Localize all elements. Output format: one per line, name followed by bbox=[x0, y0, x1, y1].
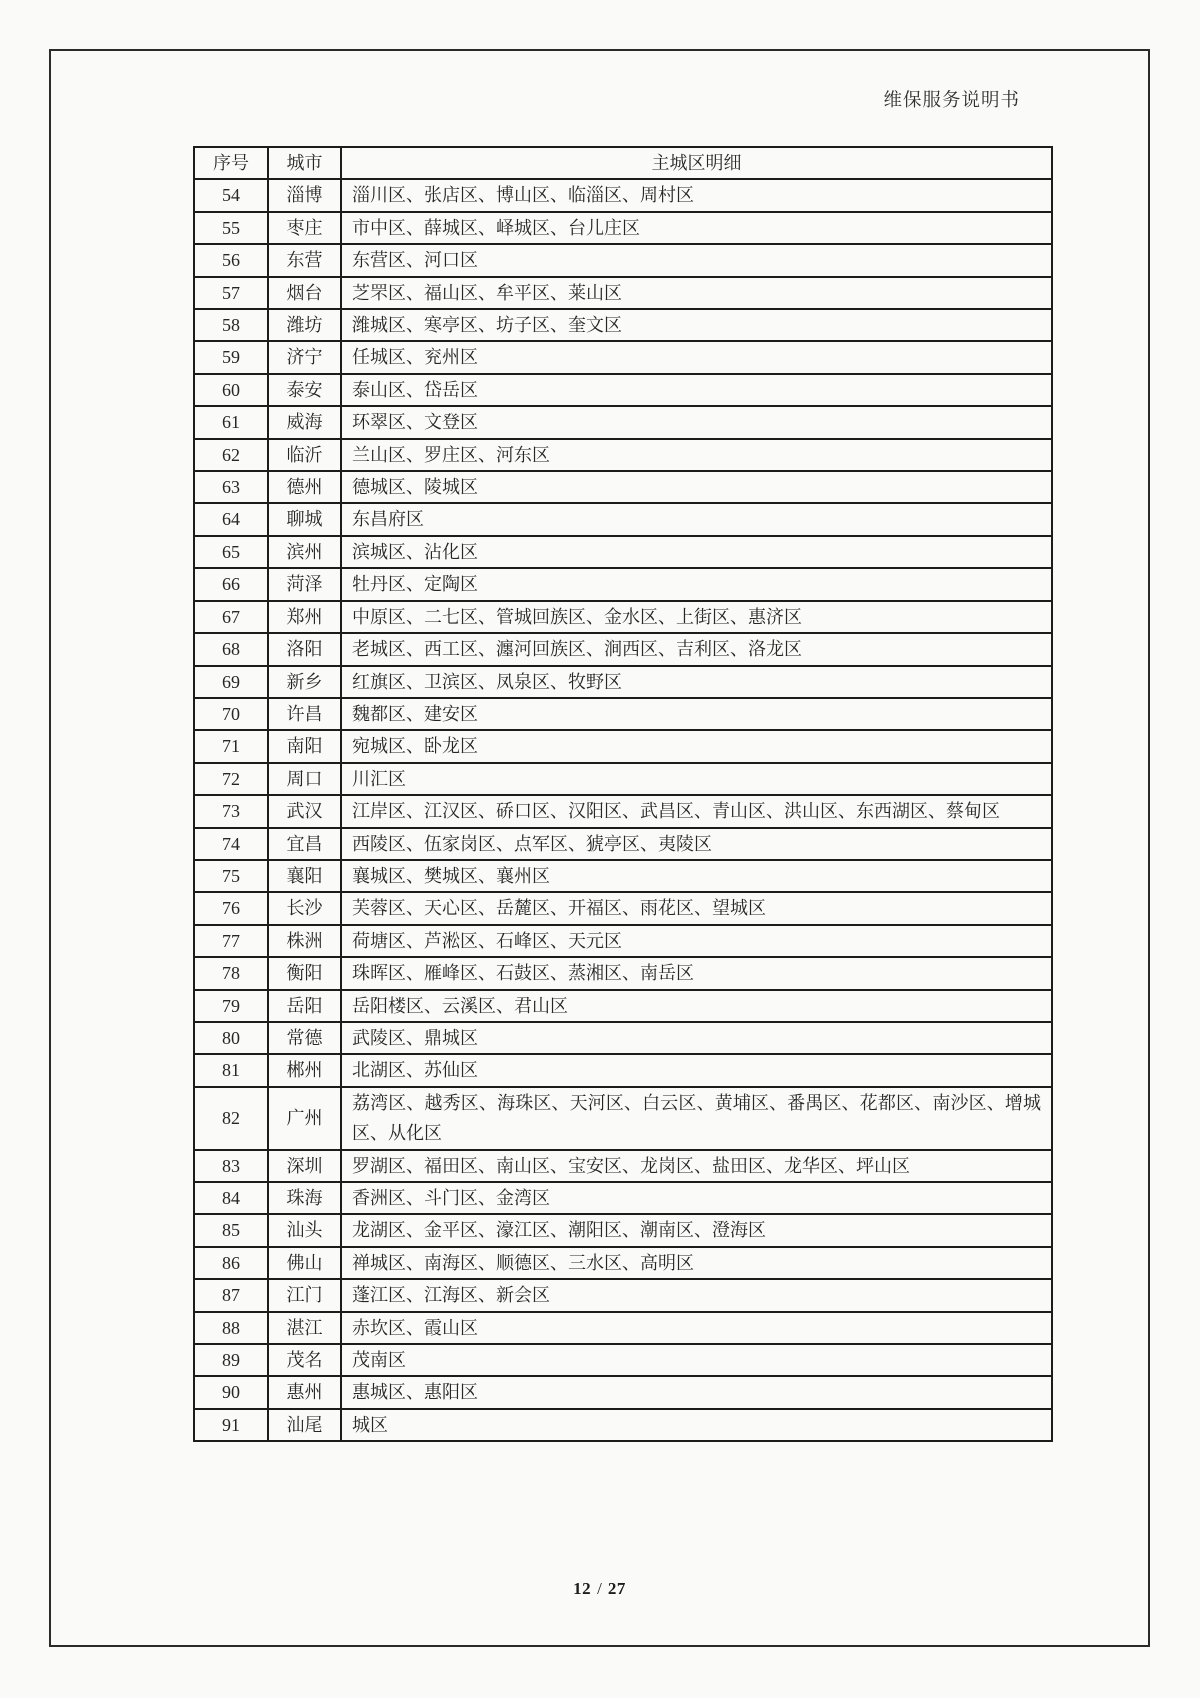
row-districts-cell: 老城区、西工区、瀍河回族区、涧西区、吉利区、洛龙区 bbox=[341, 633, 1052, 665]
row-serial-number-cell: 62 bbox=[194, 439, 268, 471]
row-serial-number-cell: 86 bbox=[194, 1247, 268, 1279]
row-city-cell: 茂名 bbox=[268, 1344, 341, 1376]
row-serial-number-cell: 69 bbox=[194, 666, 268, 698]
row-districts-cell: 茂南区 bbox=[341, 1344, 1052, 1376]
table-row bbox=[194, 1376, 1052, 1408]
row-city-cell: 淄博 bbox=[268, 179, 341, 211]
table-row bbox=[194, 1344, 1052, 1376]
row-city-cell: 临沂 bbox=[268, 439, 341, 471]
column-header-districts-detail: 主城区明细 bbox=[341, 147, 1052, 179]
row-city-cell: 郴州 bbox=[268, 1054, 341, 1086]
row-serial-number-cell: 81 bbox=[194, 1054, 268, 1086]
row-serial-number-cell: 63 bbox=[194, 471, 268, 503]
row-city-cell: 常德 bbox=[268, 1022, 341, 1054]
row-districts-cell: 牡丹区、定陶区 bbox=[341, 568, 1052, 600]
page-number-current: 12 bbox=[573, 1579, 592, 1598]
row-serial-number-cell: 68 bbox=[194, 633, 268, 665]
table-row bbox=[194, 374, 1052, 406]
row-districts-cell: 西陵区、伍家岗区、点军区、猇亭区、夷陵区 bbox=[341, 828, 1052, 860]
row-serial-number-cell: 79 bbox=[194, 990, 268, 1022]
table-row bbox=[194, 568, 1052, 600]
row-serial-number-cell: 88 bbox=[194, 1312, 268, 1344]
row-districts-cell: 市中区、薛城区、峄城区、台儿庄区 bbox=[341, 212, 1052, 244]
city-districts-table bbox=[193, 146, 1053, 1442]
table-row bbox=[194, 828, 1052, 860]
row-districts-cell: 淄川区、张店区、博山区、临淄区、周村区 bbox=[341, 179, 1052, 211]
row-districts-cell: 红旗区、卫滨区、凤泉区、牧野区 bbox=[341, 666, 1052, 698]
table-row bbox=[194, 633, 1052, 665]
row-serial-number-cell: 73 bbox=[194, 795, 268, 827]
row-districts-cell: 惠城区、惠阳区 bbox=[341, 1376, 1052, 1408]
table-row bbox=[194, 730, 1052, 762]
table-row bbox=[194, 341, 1052, 373]
row-city-cell: 许昌 bbox=[268, 698, 341, 730]
row-serial-number-cell: 78 bbox=[194, 957, 268, 989]
row-city-cell: 周口 bbox=[268, 763, 341, 795]
table-row bbox=[194, 601, 1052, 633]
row-districts-cell: 芙蓉区、天心区、岳麓区、开福区、雨花区、望城区 bbox=[341, 892, 1052, 924]
row-city-cell: 广州 bbox=[268, 1087, 341, 1150]
row-serial-number-cell: 59 bbox=[194, 341, 268, 373]
row-districts-cell: 潍城区、寒亭区、坊子区、奎文区 bbox=[341, 309, 1052, 341]
row-city-cell: 武汉 bbox=[268, 795, 341, 827]
page-number bbox=[51, 1579, 1148, 1599]
row-serial-number-cell: 84 bbox=[194, 1182, 268, 1214]
row-serial-number-cell: 74 bbox=[194, 828, 268, 860]
row-serial-number-cell: 83 bbox=[194, 1150, 268, 1182]
row-districts-cell: 环翠区、文登区 bbox=[341, 406, 1052, 438]
row-districts-cell: 川汇区 bbox=[341, 763, 1052, 795]
row-districts-cell: 北湖区、苏仙区 bbox=[341, 1054, 1052, 1086]
row-city-cell: 洛阳 bbox=[268, 633, 341, 665]
row-serial-number-cell: 70 bbox=[194, 698, 268, 730]
table-row bbox=[194, 860, 1052, 892]
doc-header-title: 维保服务说明书 bbox=[883, 91, 1020, 111]
column-header-serial-number: 序号 bbox=[194, 147, 268, 179]
row-serial-number-cell: 90 bbox=[194, 1376, 268, 1408]
table-body bbox=[194, 179, 1052, 1441]
row-serial-number-cell: 66 bbox=[194, 568, 268, 600]
row-serial-number-cell: 71 bbox=[194, 730, 268, 762]
row-districts-cell: 武陵区、鼎城区 bbox=[341, 1022, 1052, 1054]
row-districts-cell: 滨城区、沾化区 bbox=[341, 536, 1052, 568]
table-row bbox=[194, 925, 1052, 957]
row-serial-number-cell: 58 bbox=[194, 309, 268, 341]
row-serial-number-cell: 65 bbox=[194, 536, 268, 568]
row-city-cell: 珠海 bbox=[268, 1182, 341, 1214]
row-city-cell: 郑州 bbox=[268, 601, 341, 633]
row-serial-number-cell: 61 bbox=[194, 406, 268, 438]
table-row bbox=[194, 1247, 1052, 1279]
table-row bbox=[194, 277, 1052, 309]
row-city-cell: 滨州 bbox=[268, 536, 341, 568]
row-districts-cell: 芝罘区、福山区、牟平区、莱山区 bbox=[341, 277, 1052, 309]
row-districts-cell: 罗湖区、福田区、南山区、宝安区、龙岗区、盐田区、龙华区、坪山区 bbox=[341, 1150, 1052, 1182]
row-city-cell: 济宁 bbox=[268, 341, 341, 373]
table-row bbox=[194, 439, 1052, 471]
row-city-cell: 长沙 bbox=[268, 892, 341, 924]
row-districts-cell: 兰山区、罗庄区、河东区 bbox=[341, 439, 1052, 471]
row-city-cell: 宜昌 bbox=[268, 828, 341, 860]
table-row bbox=[194, 536, 1052, 568]
table-row bbox=[194, 892, 1052, 924]
row-city-cell: 菏泽 bbox=[268, 568, 341, 600]
row-city-cell: 东营 bbox=[268, 244, 341, 276]
row-serial-number-cell: 60 bbox=[194, 374, 268, 406]
row-districts-cell: 香洲区、斗门区、金湾区 bbox=[341, 1182, 1052, 1214]
row-city-cell: 深圳 bbox=[268, 1150, 341, 1182]
row-districts-cell: 魏都区、建安区 bbox=[341, 698, 1052, 730]
row-city-cell: 潍坊 bbox=[268, 309, 341, 341]
row-districts-cell: 禅城区、南海区、顺德区、三水区、高明区 bbox=[341, 1247, 1052, 1279]
row-districts-cell: 宛城区、卧龙区 bbox=[341, 730, 1052, 762]
row-serial-number-cell: 54 bbox=[194, 179, 268, 211]
table-header-row bbox=[194, 147, 1052, 179]
table-row bbox=[194, 1022, 1052, 1054]
row-city-cell: 德州 bbox=[268, 471, 341, 503]
table-row bbox=[194, 1214, 1052, 1246]
row-serial-number-cell: 56 bbox=[194, 244, 268, 276]
row-city-cell: 惠州 bbox=[268, 1376, 341, 1408]
page-number-total: 27 bbox=[607, 1579, 626, 1598]
row-districts-cell: 任城区、兖州区 bbox=[341, 341, 1052, 373]
row-city-cell: 泰安 bbox=[268, 374, 341, 406]
row-serial-number-cell: 75 bbox=[194, 860, 268, 892]
row-districts-cell: 中原区、二七区、管城回族区、金水区、上街区、惠济区 bbox=[341, 601, 1052, 633]
table-row bbox=[194, 179, 1052, 211]
row-districts-cell: 江岸区、江汉区、硚口区、汉阳区、武昌区、青山区、洪山区、东西湖区、蔡甸区 bbox=[341, 795, 1052, 827]
row-districts-cell: 珠晖区、雁峰区、石鼓区、蒸湘区、南岳区 bbox=[341, 957, 1052, 989]
row-districts-cell: 龙湖区、金平区、濠江区、潮阳区、潮南区、澄海区 bbox=[341, 1214, 1052, 1246]
table-row bbox=[194, 990, 1052, 1022]
row-districts-cell: 东营区、河口区 bbox=[341, 244, 1052, 276]
row-city-cell: 南阳 bbox=[268, 730, 341, 762]
row-city-cell: 烟台 bbox=[268, 277, 341, 309]
table-row bbox=[194, 309, 1052, 341]
row-serial-number-cell: 89 bbox=[194, 1344, 268, 1376]
table-row bbox=[194, 471, 1052, 503]
table-row bbox=[194, 1087, 1052, 1150]
row-districts-cell: 荷塘区、芦淞区、石峰区、天元区 bbox=[341, 925, 1052, 957]
table-row bbox=[194, 666, 1052, 698]
row-districts-cell: 德城区、陵城区 bbox=[341, 471, 1052, 503]
table-row bbox=[194, 1054, 1052, 1086]
table-row bbox=[194, 1312, 1052, 1344]
row-city-cell: 佛山 bbox=[268, 1247, 341, 1279]
page-number-separator: / bbox=[597, 1579, 602, 1598]
table-row bbox=[194, 957, 1052, 989]
row-districts-cell: 襄城区、樊城区、襄州区 bbox=[341, 860, 1052, 892]
row-city-cell: 株洲 bbox=[268, 925, 341, 957]
row-city-cell: 新乡 bbox=[268, 666, 341, 698]
row-serial-number-cell: 64 bbox=[194, 503, 268, 535]
row-serial-number-cell: 82 bbox=[194, 1087, 268, 1150]
table-row bbox=[194, 1182, 1052, 1214]
row-serial-number-cell: 72 bbox=[194, 763, 268, 795]
row-districts-cell: 荔湾区、越秀区、海珠区、天河区、白云区、黄埔区、番禺区、花都区、南沙区、增城区、从化区 bbox=[341, 1087, 1052, 1150]
row-city-cell: 湛江 bbox=[268, 1312, 341, 1344]
row-city-cell: 江门 bbox=[268, 1279, 341, 1311]
row-serial-number-cell: 87 bbox=[194, 1279, 268, 1311]
row-serial-number-cell: 85 bbox=[194, 1214, 268, 1246]
row-serial-number-cell: 76 bbox=[194, 892, 268, 924]
row-districts-cell: 城区 bbox=[341, 1409, 1052, 1441]
table-row bbox=[194, 795, 1052, 827]
row-serial-number-cell: 67 bbox=[194, 601, 268, 633]
page-border-frame bbox=[49, 49, 1150, 1647]
row-city-cell: 衡阳 bbox=[268, 957, 341, 989]
row-city-cell: 威海 bbox=[268, 406, 341, 438]
row-city-cell: 襄阳 bbox=[268, 860, 341, 892]
row-serial-number-cell: 80 bbox=[194, 1022, 268, 1054]
row-districts-cell: 赤坎区、霞山区 bbox=[341, 1312, 1052, 1344]
row-serial-number-cell: 91 bbox=[194, 1409, 268, 1441]
row-serial-number-cell: 55 bbox=[194, 212, 268, 244]
row-city-cell: 汕头 bbox=[268, 1214, 341, 1246]
table-row bbox=[194, 406, 1052, 438]
row-districts-cell: 东昌府区 bbox=[341, 503, 1052, 535]
table-row bbox=[194, 698, 1052, 730]
row-districts-cell: 泰山区、岱岳区 bbox=[341, 374, 1052, 406]
table-row bbox=[194, 244, 1052, 276]
table-row bbox=[194, 503, 1052, 535]
table-row bbox=[194, 1279, 1052, 1311]
table-row bbox=[194, 212, 1052, 244]
row-city-cell: 岳阳 bbox=[268, 990, 341, 1022]
row-districts-cell: 蓬江区、江海区、新会区 bbox=[341, 1279, 1052, 1311]
row-city-cell: 枣庄 bbox=[268, 212, 341, 244]
row-serial-number-cell: 57 bbox=[194, 277, 268, 309]
table-row bbox=[194, 1409, 1052, 1441]
row-serial-number-cell: 77 bbox=[194, 925, 268, 957]
row-city-cell: 聊城 bbox=[268, 503, 341, 535]
column-header-city: 城市 bbox=[268, 147, 341, 179]
table-row bbox=[194, 1150, 1052, 1182]
row-districts-cell: 岳阳楼区、云溪区、君山区 bbox=[341, 990, 1052, 1022]
table-row bbox=[194, 763, 1052, 795]
row-city-cell: 汕尾 bbox=[268, 1409, 341, 1441]
